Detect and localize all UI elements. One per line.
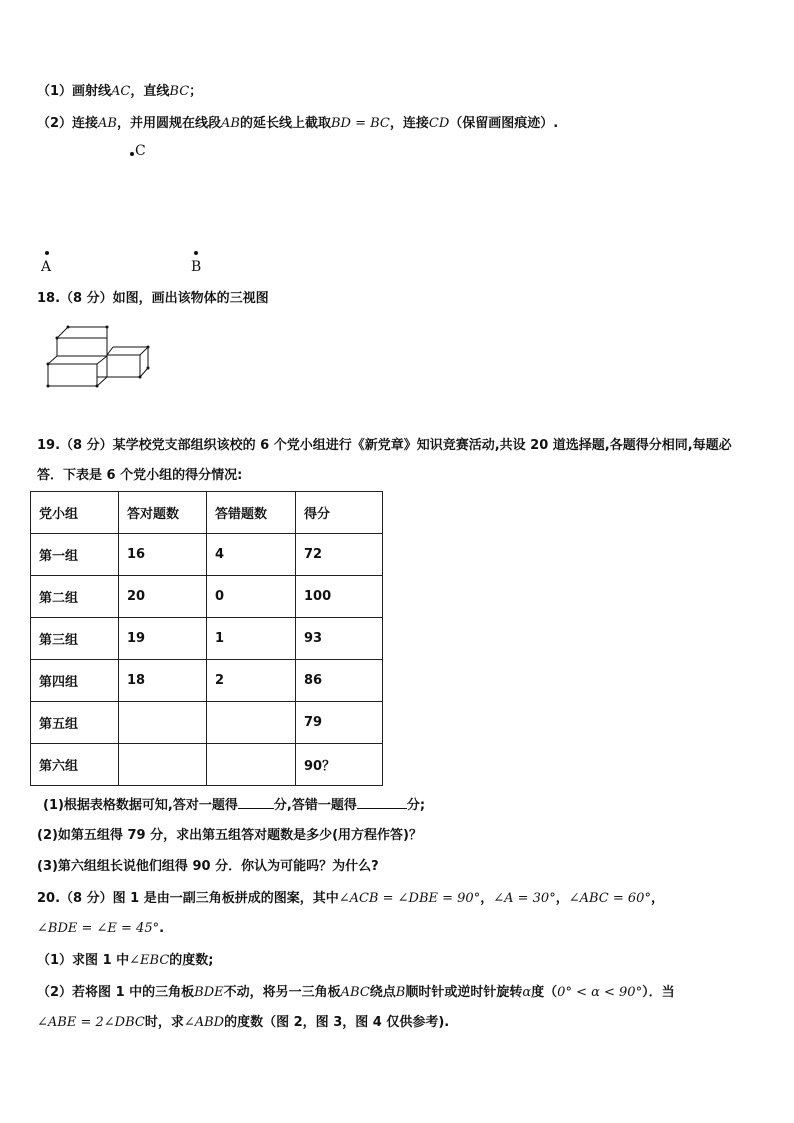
header-cell: 党小组 — [31, 492, 119, 534]
point-a-dot — [45, 251, 49, 255]
point-a-label: A — [41, 259, 52, 275]
point-c-label: C — [135, 143, 146, 159]
q17-part2: （2）连接AB，并用圆规在线段AB的延长线上截取BD = BC，连接CD（保留画图痕迹）. — [37, 116, 559, 131]
bottom-left-cube-front — [48, 364, 97, 386]
table-cell: 16 — [119, 534, 207, 576]
table-header-row — [31, 492, 383, 534]
table-row — [31, 534, 383, 576]
header-cell: 答对题数 — [119, 492, 207, 534]
table-cell: 第五组 — [31, 702, 119, 744]
table-row — [31, 576, 383, 618]
q18-text: 18.（8 分）如图，画出该物体的三视图 — [37, 291, 269, 306]
table-cell — [207, 702, 296, 744]
table-cell — [119, 702, 207, 744]
table-cell — [207, 744, 296, 786]
q20-sub1: （1）求图 1 中∠EBC的度数; — [37, 953, 214, 968]
table-cell: 1 — [207, 618, 296, 660]
q20-sub2: （2）若将图 1 中的三角板BDE不动，将另一三角板ABC绕点B顺时针或逆时针旋转α度（0° < α < 90°）．当 — [37, 985, 675, 1000]
table-row — [31, 702, 383, 744]
table-cell: 90？ — [296, 744, 383, 786]
q19-line2: 答．下表是 6 个党小组的得分情况: — [37, 468, 243, 483]
top-cube-front — [57, 338, 107, 356]
table-cell: 0 — [207, 576, 296, 618]
q19-sub2: (2)如第五组得 79 分，求出第五组答对题数是多少(用方程作答)？ — [37, 828, 422, 843]
score-table — [30, 491, 383, 786]
table-cell: 86 — [296, 660, 383, 702]
header-cell: 答错题数 — [207, 492, 296, 534]
table-cell: 79 — [296, 702, 383, 744]
q19-sub1: (1)根据表格数据可知,答对一题得 分,答错一题得 分; — [43, 798, 426, 813]
table-row — [31, 744, 383, 786]
table-cell: 100 — [296, 576, 383, 618]
table-cell: 19 — [119, 618, 207, 660]
table-cell: 72 — [296, 534, 383, 576]
table-cell: 第一组 — [31, 534, 119, 576]
table-cell: 4 — [207, 534, 296, 576]
answer-blank — [357, 796, 407, 809]
q17-part1: （1）画射线AC，直线BC； — [37, 84, 203, 99]
q20-conditions: ∠BDE = ∠E = 45°. — [37, 921, 165, 936]
q20-intro: 20.（8 分）图 1 是由一副三角板拼成的图案，其中∠ACB = ∠DBE = 90°，∠A = 30°，∠ABC = 60°， — [37, 891, 664, 906]
point-b-dot — [194, 251, 198, 255]
cube-figure — [40, 320, 155, 390]
table-row — [31, 618, 383, 660]
table-cell: 93 — [296, 618, 383, 660]
point-b-label: B — [191, 259, 202, 275]
q19-line1: 19.（8 分）某学校党支部组织该校的 6 个党小组进行《新党章》知识竞赛活动,共设 20 道选择题,各题得分相同,每题必 — [37, 438, 732, 453]
table-cell: 第三组 — [31, 618, 119, 660]
q20-sub2-cont: ∠ABE = 2∠DBC时，求∠ABD的度数（图 2，图 3，图 4 仅供参考). — [37, 1015, 450, 1030]
point-c-dot — [130, 152, 134, 156]
table-cell: 第四组 — [31, 660, 119, 702]
table-cell — [119, 744, 207, 786]
table-cell: 第二组 — [31, 576, 119, 618]
table-cell: 18 — [119, 660, 207, 702]
table-row — [31, 660, 383, 702]
answer-blank — [238, 796, 274, 809]
q19-sub3: (3)第六组组长说他们组得 90 分．你认为可能吗？为什么? — [37, 859, 379, 874]
header-cell: 得分 — [296, 492, 383, 534]
table-cell: 2 — [207, 660, 296, 702]
table-cell: 20 — [119, 576, 207, 618]
table-cell: 第六组 — [31, 744, 119, 786]
